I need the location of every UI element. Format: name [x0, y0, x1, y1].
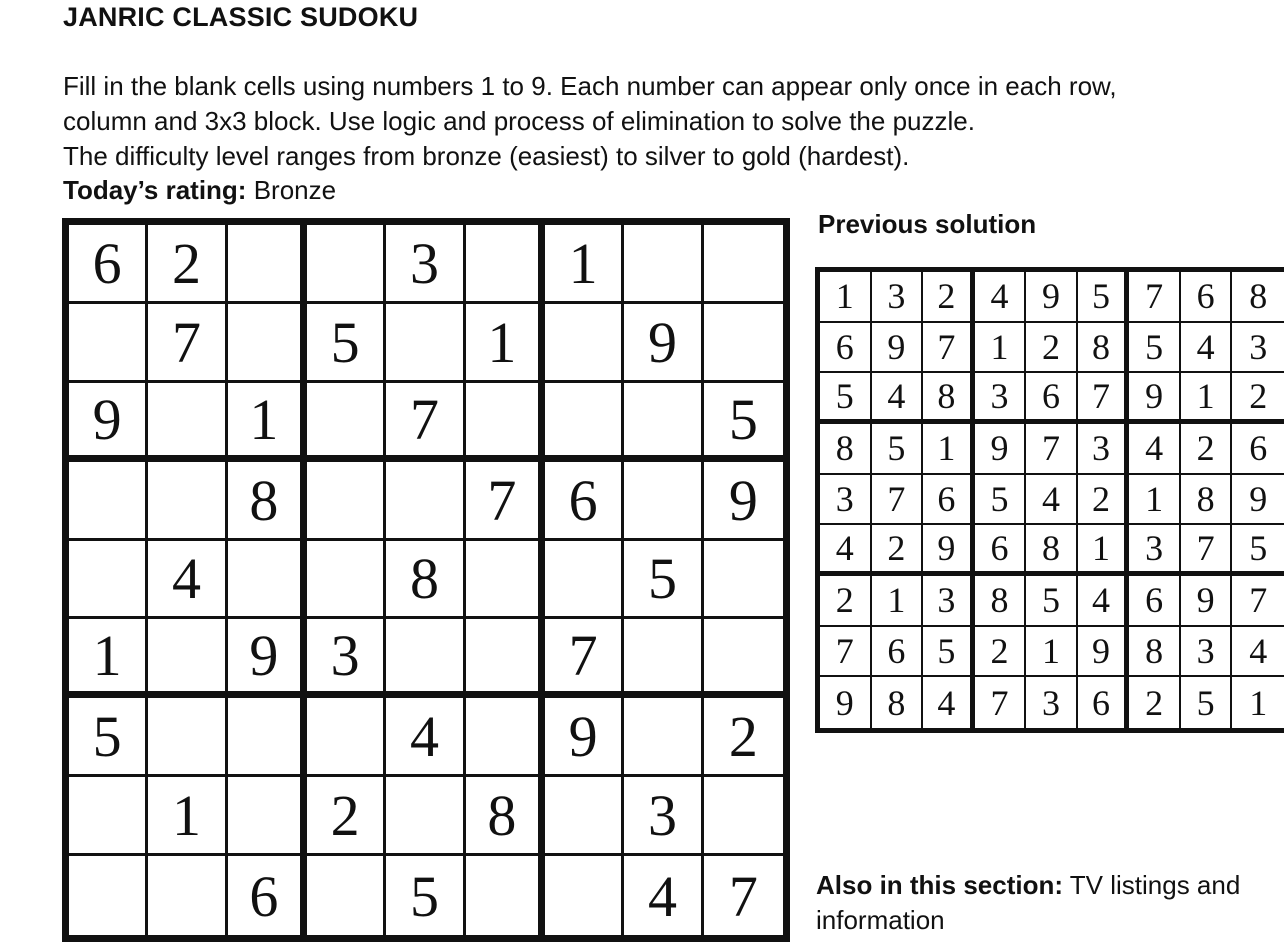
solution-cell-r7-c1: 2: [820, 576, 872, 627]
solution-cell-r8-c3: 5: [923, 627, 975, 678]
solution-cell-r6-c2: 2: [872, 525, 924, 576]
solution-cell-r7-c8: 9: [1181, 576, 1233, 627]
puzzle-cell-r6-c3: 9: [228, 619, 307, 698]
puzzle-cell-r5-c3[interactable]: [228, 541, 307, 620]
puzzle-cell-r6-c7: 7: [545, 619, 624, 698]
puzzle-cell-r3-c2[interactable]: [148, 383, 227, 462]
solution-cell-r4-c7: 4: [1129, 424, 1181, 475]
puzzle-cell-r4-c5[interactable]: [386, 462, 465, 541]
solution-cell-r6-c7: 3: [1129, 525, 1181, 576]
solution-cell-r1-c9: 8: [1232, 272, 1284, 323]
puzzle-cell-r2-c4: 5: [307, 304, 386, 383]
solution-cell-r8-c2: 6: [872, 627, 924, 678]
solution-cell-r6-c8: 7: [1181, 525, 1233, 576]
solution-cell-r5-c1: 3: [820, 475, 872, 526]
solution-cell-r2-c3: 7: [923, 323, 975, 374]
puzzle-cell-r7-c8[interactable]: [624, 698, 703, 777]
solution-cell-r3-c5: 6: [1026, 373, 1078, 424]
puzzle-cell-r5-c2: 4: [148, 541, 227, 620]
rating: [63, 173, 336, 208]
solution-cell-r9-c7: 2: [1129, 677, 1181, 728]
puzzle-cell-r8-c8: 3: [624, 777, 703, 856]
puzzle-cell-r3-c4[interactable]: [307, 383, 386, 462]
solution-cell-r1-c8: 6: [1181, 272, 1233, 323]
puzzle-cell-r8-c7[interactable]: [545, 777, 624, 856]
puzzle-cell-r4-c6: 7: [466, 462, 545, 541]
solution-cell-r5-c6: 2: [1078, 475, 1130, 526]
puzzle-cell-r4-c9: 9: [704, 462, 783, 541]
solution-cell-r1-c5: 9: [1026, 272, 1078, 323]
puzzle-cell-r7-c1: 5: [69, 698, 148, 777]
solution-cell-r7-c2: 1: [872, 576, 924, 627]
solution-cell-r4-c4: 9: [975, 424, 1027, 475]
puzzle-cell-r1-c9[interactable]: [704, 225, 783, 304]
solution-cell-r6-c4: 6: [975, 525, 1027, 576]
puzzle-cell-r1-c2: 2: [148, 225, 227, 304]
solution-cell-r2-c6: 8: [1078, 323, 1130, 374]
puzzle-cell-r2-c9[interactable]: [704, 304, 783, 383]
solution-cell-r1-c4: 4: [975, 272, 1027, 323]
puzzle-cell-r2-c3[interactable]: [228, 304, 307, 383]
puzzle-cell-r1-c5: 3: [386, 225, 465, 304]
puzzle-cell-r1-c7: 1: [545, 225, 624, 304]
puzzle-cell-r3-c1: 9: [69, 383, 148, 462]
puzzle-cell-r7-c2[interactable]: [148, 698, 227, 777]
puzzle-cell-r9-c7[interactable]: [545, 856, 624, 935]
solution-cell-r4-c9: 6: [1232, 424, 1284, 475]
previous-solution-grid: [815, 267, 1284, 733]
puzzle-cell-r8-c9[interactable]: [704, 777, 783, 856]
puzzle-cell-r6-c1: 1: [69, 619, 148, 698]
instructions-line-3: The difficulty level ranges from bronze (easiest) to silver to gold (hardest).: [63, 141, 910, 171]
solution-cell-r1-c1: 1: [820, 272, 872, 323]
puzzle-cell-r9-c9: 7: [728, 863, 758, 929]
puzzle-cell-r5-c5: 8: [386, 541, 465, 620]
puzzle-cell-r6-c6[interactable]: [466, 619, 545, 698]
puzzle-cell-r6-c9[interactable]: [704, 619, 783, 698]
solution-cell-r4-c3: 1: [923, 424, 975, 475]
solution-cell-r8-c7: 8: [1129, 627, 1181, 678]
solution-cell-r3-c7: 9: [1129, 373, 1181, 424]
solution-cell-r9-c3: 4: [923, 677, 975, 728]
puzzle-cell-r1-c6[interactable]: [466, 225, 545, 304]
puzzle-cell-r5-c8: 5: [624, 541, 703, 620]
puzzle-cell-r9-c3: 6: [228, 856, 307, 935]
solution-cell-r2-c2: 9: [872, 323, 924, 374]
puzzle-cell-r3-c7[interactable]: [545, 383, 624, 462]
solution-cell-r1-c7: 7: [1129, 272, 1181, 323]
solution-cell-r3-c4: 3: [975, 373, 1027, 424]
solution-cell-r4-c1: 8: [820, 424, 872, 475]
puzzle-cell-r9-c5: 5: [386, 856, 465, 935]
solution-cell-r8-c1: 7: [820, 627, 872, 678]
puzzle-cell-r4-c8[interactable]: [624, 462, 703, 541]
puzzle-cell-r2-c8: 9: [624, 304, 703, 383]
puzzle-cell-r3-c6[interactable]: [466, 383, 545, 462]
also-label: Also in this section:: [816, 870, 1064, 900]
solution-cell-r1-c6: 5: [1078, 272, 1130, 323]
solution-cell-r9-c2: 8: [872, 677, 924, 728]
solution-cell-r9-c6: 6: [1078, 677, 1130, 728]
puzzle-cell-r1-c8[interactable]: [624, 225, 703, 304]
solution-cell-r2-c5: 2: [1026, 323, 1078, 374]
puzzle-cell-r3-c8[interactable]: [624, 383, 703, 462]
solution-cell-r1-c3: 2: [923, 272, 975, 323]
solution-cell-r5-c5: 4: [1026, 475, 1078, 526]
puzzle-cell-r2-c5[interactable]: [386, 304, 465, 383]
puzzle-cell-r6-c8[interactable]: [624, 619, 703, 698]
puzzle-cell-r3-c9: 5: [704, 383, 783, 462]
puzzle-cell-r1-c4[interactable]: [307, 225, 386, 304]
solution-cell-r9-c9: 1: [1249, 682, 1268, 723]
solution-cell-r3-c6: 7: [1078, 373, 1130, 424]
solution-cell-r4-c5: 7: [1026, 424, 1078, 475]
puzzle-cell-r3-c3: 1: [228, 383, 307, 462]
solution-cell-r3-c2: 4: [872, 373, 924, 424]
puzzle-cell-r2-c7[interactable]: [545, 304, 624, 383]
solution-cell-r4-c2: 5: [872, 424, 924, 475]
solution-cell-r9-c5: 3: [1026, 677, 1078, 728]
puzzle-cell-r8-c1[interactable]: [69, 777, 148, 856]
solution-cell-r3-c9: 2: [1232, 373, 1284, 424]
solution-cell-r9-c1: 9: [820, 677, 872, 728]
solution-cell-r5-c9: 9: [1232, 475, 1284, 526]
solution-cell-r1-c2: 3: [872, 272, 924, 323]
puzzle-cell-r4-c1[interactable]: [69, 462, 148, 541]
solution-cell-r7-c7: 6: [1129, 576, 1181, 627]
solution-cell-r4-c6: 3: [1078, 424, 1130, 475]
solution-cell-r2-c9: 3: [1232, 323, 1284, 374]
puzzle-cell-r7-c6[interactable]: [466, 698, 545, 777]
puzzle-cell-r7-c3[interactable]: [228, 698, 307, 777]
solution-cell-r8-c6: 9: [1078, 627, 1130, 678]
puzzle-cell-r7-c5: 4: [386, 698, 465, 777]
puzzle-cell-r4-c2[interactable]: [148, 462, 227, 541]
page-title: JANRIC CLASSIC SUDOKU: [63, 2, 419, 32]
sudoku-puzzle-grid: [62, 218, 790, 942]
solution-cell-r5-c7: 1: [1129, 475, 1181, 526]
solution-cell-r8-c8: 3: [1181, 627, 1233, 678]
solution-cell-r2-c8: 4: [1181, 323, 1233, 374]
puzzle-cell-r3-c5: 7: [386, 383, 465, 462]
puzzle-cell-r5-c1[interactable]: [69, 541, 148, 620]
instructions-line-1: Fill in the blank cells using numbers 1 to 9. Each number can appear only once in each row,: [63, 71, 1117, 101]
solution-cell-r8-c5: 1: [1026, 627, 1078, 678]
previous-solution-title: Previous solution: [818, 209, 1037, 239]
solution-cell-r6-c3: 9: [923, 525, 975, 576]
puzzle-cell-r5-c4[interactable]: [307, 541, 386, 620]
instructions: [63, 69, 1263, 174]
solution-cell-r5-c4: 5: [975, 475, 1027, 526]
puzzle-cell-r8-c4: 2: [307, 777, 386, 856]
puzzle-cell-r8-c2: 1: [148, 777, 227, 856]
puzzle-cell-r2-c6: 1: [466, 304, 545, 383]
puzzle-cell-r4-c3: 8: [228, 462, 307, 541]
puzzle-cell-r8-c3[interactable]: [228, 777, 307, 856]
rating-label: Today’s rating:: [63, 175, 247, 205]
solution-cell-r7-c4: 8: [975, 576, 1027, 627]
puzzle-cell-r7-c7: 9: [545, 698, 624, 777]
solution-cell-r8-c4: 2: [975, 627, 1027, 678]
solution-cell-r6-c9: 5: [1232, 525, 1284, 576]
puzzle-cell-r9-c6[interactable]: [466, 856, 545, 935]
instructions-line-2: column and 3x3 block. Use logic and process of elimination to solve the puzzle.: [63, 106, 975, 136]
puzzle-cell-r5-c9[interactable]: [704, 541, 783, 620]
solution-cell-r4-c8: 2: [1181, 424, 1233, 475]
puzzle-cell-r9-c4[interactable]: [307, 856, 386, 935]
puzzle-cell-r5-c7[interactable]: [545, 541, 624, 620]
puzzle-cell-r9-c8: 4: [624, 856, 703, 935]
puzzle-cell-r9-c1[interactable]: [69, 856, 148, 935]
puzzle-cell-r7-c9: 2: [704, 698, 783, 777]
solution-cell-r3-c8: 1: [1181, 373, 1233, 424]
puzzle-cell-r4-c7: 6: [545, 462, 624, 541]
puzzle-cell-r6-c2[interactable]: [148, 619, 227, 698]
solution-cell-r2-c4: 1: [975, 323, 1027, 374]
solution-cell-r2-c7: 5: [1129, 323, 1181, 374]
solution-cell-r8-c9: 4: [1232, 627, 1284, 678]
solution-cell-r6-c5: 8: [1026, 525, 1078, 576]
also-text: TV listings and information: [816, 870, 1241, 935]
solution-cell-r9-c4: 7: [975, 677, 1027, 728]
solution-cell-r6-c6: 1: [1078, 525, 1130, 576]
solution-cell-r5-c8: 8: [1181, 475, 1233, 526]
solution-cell-r3-c1: 5: [820, 373, 872, 424]
solution-cell-r7-c3: 3: [923, 576, 975, 627]
puzzle-cell-r5-c6[interactable]: [466, 541, 545, 620]
puzzle-cell-r6-c5[interactable]: [386, 619, 465, 698]
puzzle-cell-r7-c4[interactable]: [307, 698, 386, 777]
puzzle-cell-r1-c3[interactable]: [228, 225, 307, 304]
solution-cell-r3-c3: 8: [923, 373, 975, 424]
puzzle-cell-r8-c5[interactable]: [386, 777, 465, 856]
puzzle-cell-r4-c4[interactable]: [307, 462, 386, 541]
solution-cell-r5-c2: 7: [872, 475, 924, 526]
puzzle-cell-r9-c2[interactable]: [148, 856, 227, 935]
puzzle-cell-r8-c6: 8: [466, 777, 545, 856]
puzzle-cell-r6-c4: 3: [307, 619, 386, 698]
solution-cell-r2-c1: 6: [820, 323, 872, 374]
solution-cell-r7-c6: 4: [1078, 576, 1130, 627]
puzzle-cell-r2-c1[interactable]: [69, 304, 148, 383]
puzzle-cell-r2-c2: 7: [148, 304, 227, 383]
solution-cell-r5-c3: 6: [923, 475, 975, 526]
solution-cell-r6-c1: 4: [820, 525, 872, 576]
rating-value: Bronze: [246, 175, 337, 205]
also-in-section: [816, 868, 1284, 938]
solution-cell-r7-c5: 5: [1026, 576, 1078, 627]
puzzle-cell-r1-c1: 6: [69, 225, 148, 304]
solution-cell-r9-c8: 5: [1181, 677, 1233, 728]
solution-cell-r7-c9: 7: [1232, 576, 1284, 627]
